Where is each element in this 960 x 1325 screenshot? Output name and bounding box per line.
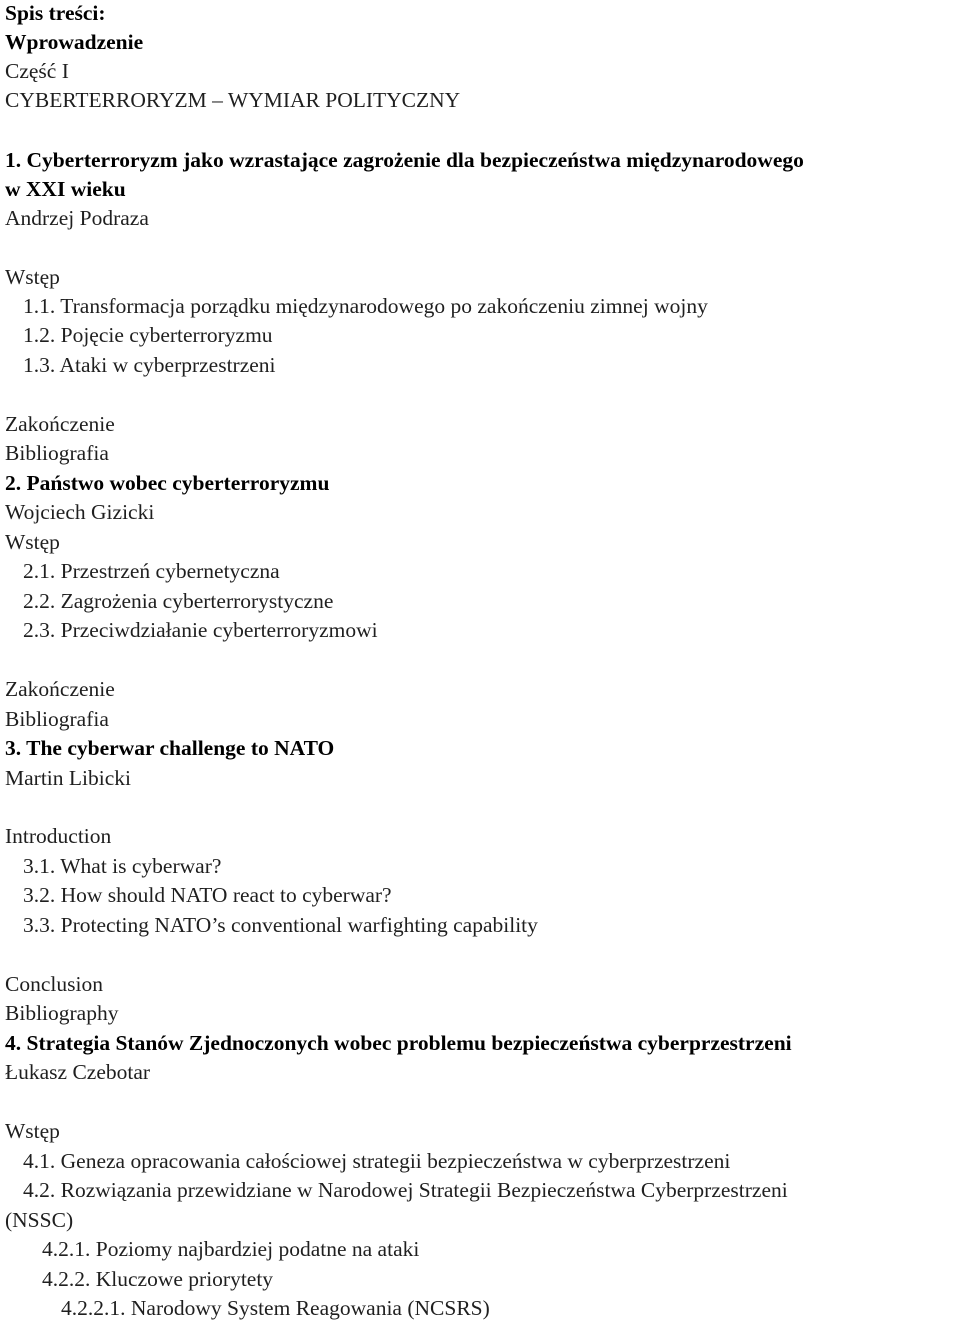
chapter-2-author: Wojciech Gizicki bbox=[5, 500, 155, 524]
chapter-1-title-continued: w XXI wieku bbox=[5, 177, 126, 201]
chapter-4-author: Łukasz Czebotar bbox=[5, 1060, 151, 1084]
part-title: CYBERTERRORYZM – WYMIAR POLITYCZNY bbox=[5, 88, 461, 112]
chapter-3-bibliography: Bibliography bbox=[5, 1001, 119, 1025]
section-3-2: 3.2. How should NATO react to cyberwar? bbox=[23, 883, 392, 907]
section-4-2: 4.2. Rozwiązania przewidziane w Narodowej Strategii Bezpieczeństwa Cyberprzestrzeni bbox=[23, 1178, 788, 1202]
chapter-3-author: Martin Libicki bbox=[5, 766, 131, 790]
section-4-2-2: 4.2.2. Kluczowe priorytety bbox=[42, 1267, 274, 1291]
chapter-3-title: 3. The cyberwar challenge to NATO bbox=[5, 736, 335, 760]
chapter-1-author: Andrzej Podraza bbox=[5, 206, 149, 230]
chapter-4-title: 4. Strategia Stanów Zjednoczonych wobec problemu bezpieczeństwa cyberprzestrzeni bbox=[5, 1031, 792, 1055]
chapter-1-bibliography: Bibliografia bbox=[5, 441, 109, 465]
chapter-2-intro: Wstęp bbox=[5, 530, 60, 554]
section-2-1: 2.1. Przestrzeń cybernetyczna bbox=[23, 559, 280, 583]
chapter-1-intro: Wstęp bbox=[5, 265, 60, 289]
section-1-3: 1.3. Ataki w cyberprzestrzeni bbox=[23, 353, 276, 377]
section-1-1: 1.1. Transformacja porządku międzynarodowego po zakończeniu zimnej wojny bbox=[23, 294, 708, 318]
chapter-1-conclusion: Zakończenie bbox=[5, 412, 115, 436]
chapter-3-intro: Introduction bbox=[5, 824, 112, 848]
section-4-2-continued: (NSSC) bbox=[5, 1208, 74, 1232]
section-4-1: 4.1. Geneza opracowania całościowej strategii bezpieczeństwa w cyberprzestrzeni bbox=[23, 1149, 731, 1173]
section-2-3: 2.3. Przeciwdziałanie cyberterroryzmowi bbox=[23, 618, 378, 642]
chapter-2-conclusion: Zakończenie bbox=[5, 677, 115, 701]
section-3-3: 3.3. Protecting NATO’s conventional warfighting capability bbox=[23, 913, 538, 937]
section-1-2: 1.2. Pojęcie cyberterroryzmu bbox=[23, 323, 273, 347]
chapter-2-title: 2. Państwo wobec cyberterroryzmu bbox=[5, 471, 330, 495]
part-label: Część I bbox=[5, 59, 69, 83]
chapter-2-bibliography: Bibliografia bbox=[5, 707, 109, 731]
section-4-2-1: 4.2.1. Poziomy najbardziej podatne na ataki bbox=[42, 1237, 420, 1261]
chapter-4-intro: Wstęp bbox=[5, 1119, 60, 1143]
chapter-1-title: 1. Cyberterroryzm jako wzrastające zagrożenie dla bezpieczeństwa międzynarodowego bbox=[5, 148, 804, 172]
section-2-2: 2.2. Zagrożenia cyberterrorystyczne bbox=[23, 589, 334, 613]
chapter-3-conclusion: Conclusion bbox=[5, 972, 103, 996]
section-3-1: 3.1. What is cyberwar? bbox=[23, 854, 222, 878]
toc-heading: Spis treści: bbox=[5, 1, 106, 25]
section-4-2-2-1: 4.2.2.1. Narodowy System Reagowania (NCSRS) bbox=[61, 1296, 490, 1320]
intro-heading: Wprowadzenie bbox=[5, 30, 144, 54]
